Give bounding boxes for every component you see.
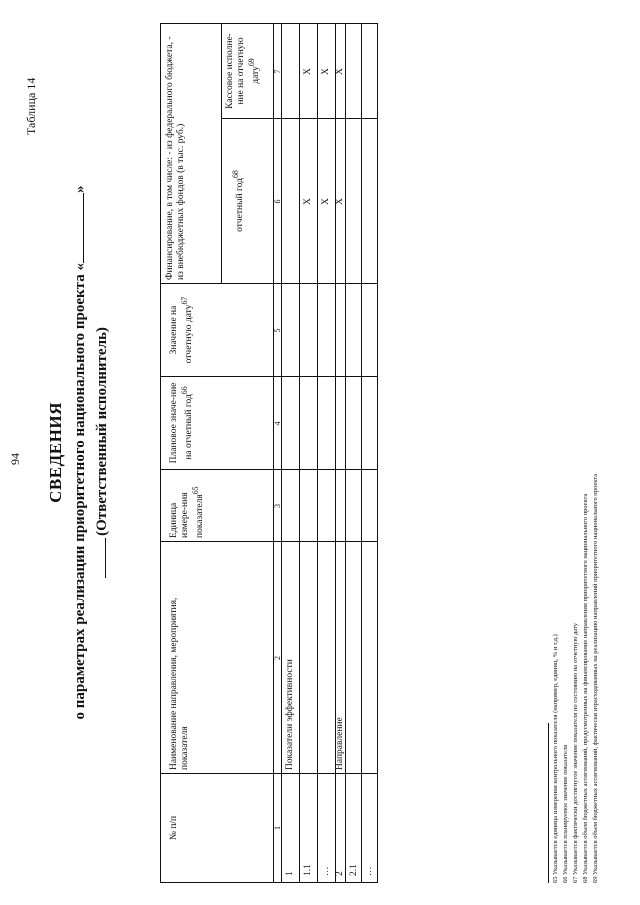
index-cell: 5 [273, 328, 282, 333]
header-year: отчетный год$^{68}$ [231, 170, 246, 232]
header-name: Наименование направления, мероприятия, показателя [169, 597, 190, 770]
header-plan: Плановое значе-ние на отчетный год$^{66}$ [169, 382, 195, 464]
header-actual: Значение на отчетную дату$^{67}$ [169, 296, 195, 364]
subtitle-suffix: » [72, 185, 88, 194]
index-cell: 3 [273, 504, 282, 508]
footnote-68: 68 Указывается объем бюджетных ассигнований, предусмотренных на финансирование направления приоритетного национального проекта [582, 493, 589, 883]
row-cash: X [303, 68, 313, 75]
table-number: Таблица 14 [24, 77, 38, 135]
footnote-divider [548, 723, 549, 883]
header-cash: Кассовое исполне-ние на отчетную дату$^{69}$ [225, 33, 261, 109]
footnote-65: 65 Указывается единица измерения контрольного показателя (например, единиц, % и т.д.) [552, 634, 559, 883]
footnote-66: 66 Указывается планируемое значение показателя [562, 744, 569, 883]
document-title: СВЕДЕНИЯ [46, 402, 65, 503]
header-num: № п/п [169, 815, 179, 841]
project-name-blank [70, 193, 84, 263]
row-year: X [321, 198, 331, 205]
row-line [221, 24, 222, 284]
document-subtitle [70, 0, 89, 905]
responsible-label: (Ответственный исполнитель) [94, 327, 110, 536]
index-cell: 4 [273, 421, 282, 426]
index-cell: 2 [273, 656, 282, 660]
footnote-67: 67 Указывается фактически достигнутое значение показателя по состоянию на отчетную дату [572, 623, 579, 883]
row-num: 1.1 [303, 864, 313, 876]
row-name: Направление [335, 717, 345, 770]
parameters-table [160, 23, 378, 883]
row-line [299, 24, 300, 882]
footnote-69: 69 Указывается объем бюджетных ассигнований, фактически израсходованных на реализацию направлений приоритетного национального проекта [592, 473, 599, 883]
row-num: 1 [285, 871, 295, 876]
row-num: … [364, 866, 374, 876]
row-num: … [321, 866, 331, 876]
header-financing: Финансирование, в том числе: - из федерального бюджета, - из внебюджетных фондов (в тыс. руб.) [165, 36, 186, 280]
executor-blank [92, 538, 106, 578]
index-cell: 7 [273, 69, 282, 74]
index-cell: 6 [273, 199, 282, 204]
page-number: 94 [8, 453, 22, 465]
subtitle-prefix: о параметрах реализации приоритетного национального проекта « [72, 263, 88, 720]
header-unit: Единица измере-ния показателя$^{65}$ [169, 486, 205, 538]
responsible-executor [92, 0, 111, 905]
row-cash: X [321, 68, 331, 75]
row-cash: X [335, 68, 345, 75]
row-year: X [335, 198, 345, 205]
row-year: X [303, 198, 313, 205]
index-cell: 1 [273, 826, 282, 830]
row-line [317, 24, 318, 882]
row-num: 2 [335, 871, 345, 876]
row-line [361, 24, 362, 882]
row-num: 2.1 [349, 864, 359, 876]
row-name: Показатели эффективности [285, 659, 295, 770]
